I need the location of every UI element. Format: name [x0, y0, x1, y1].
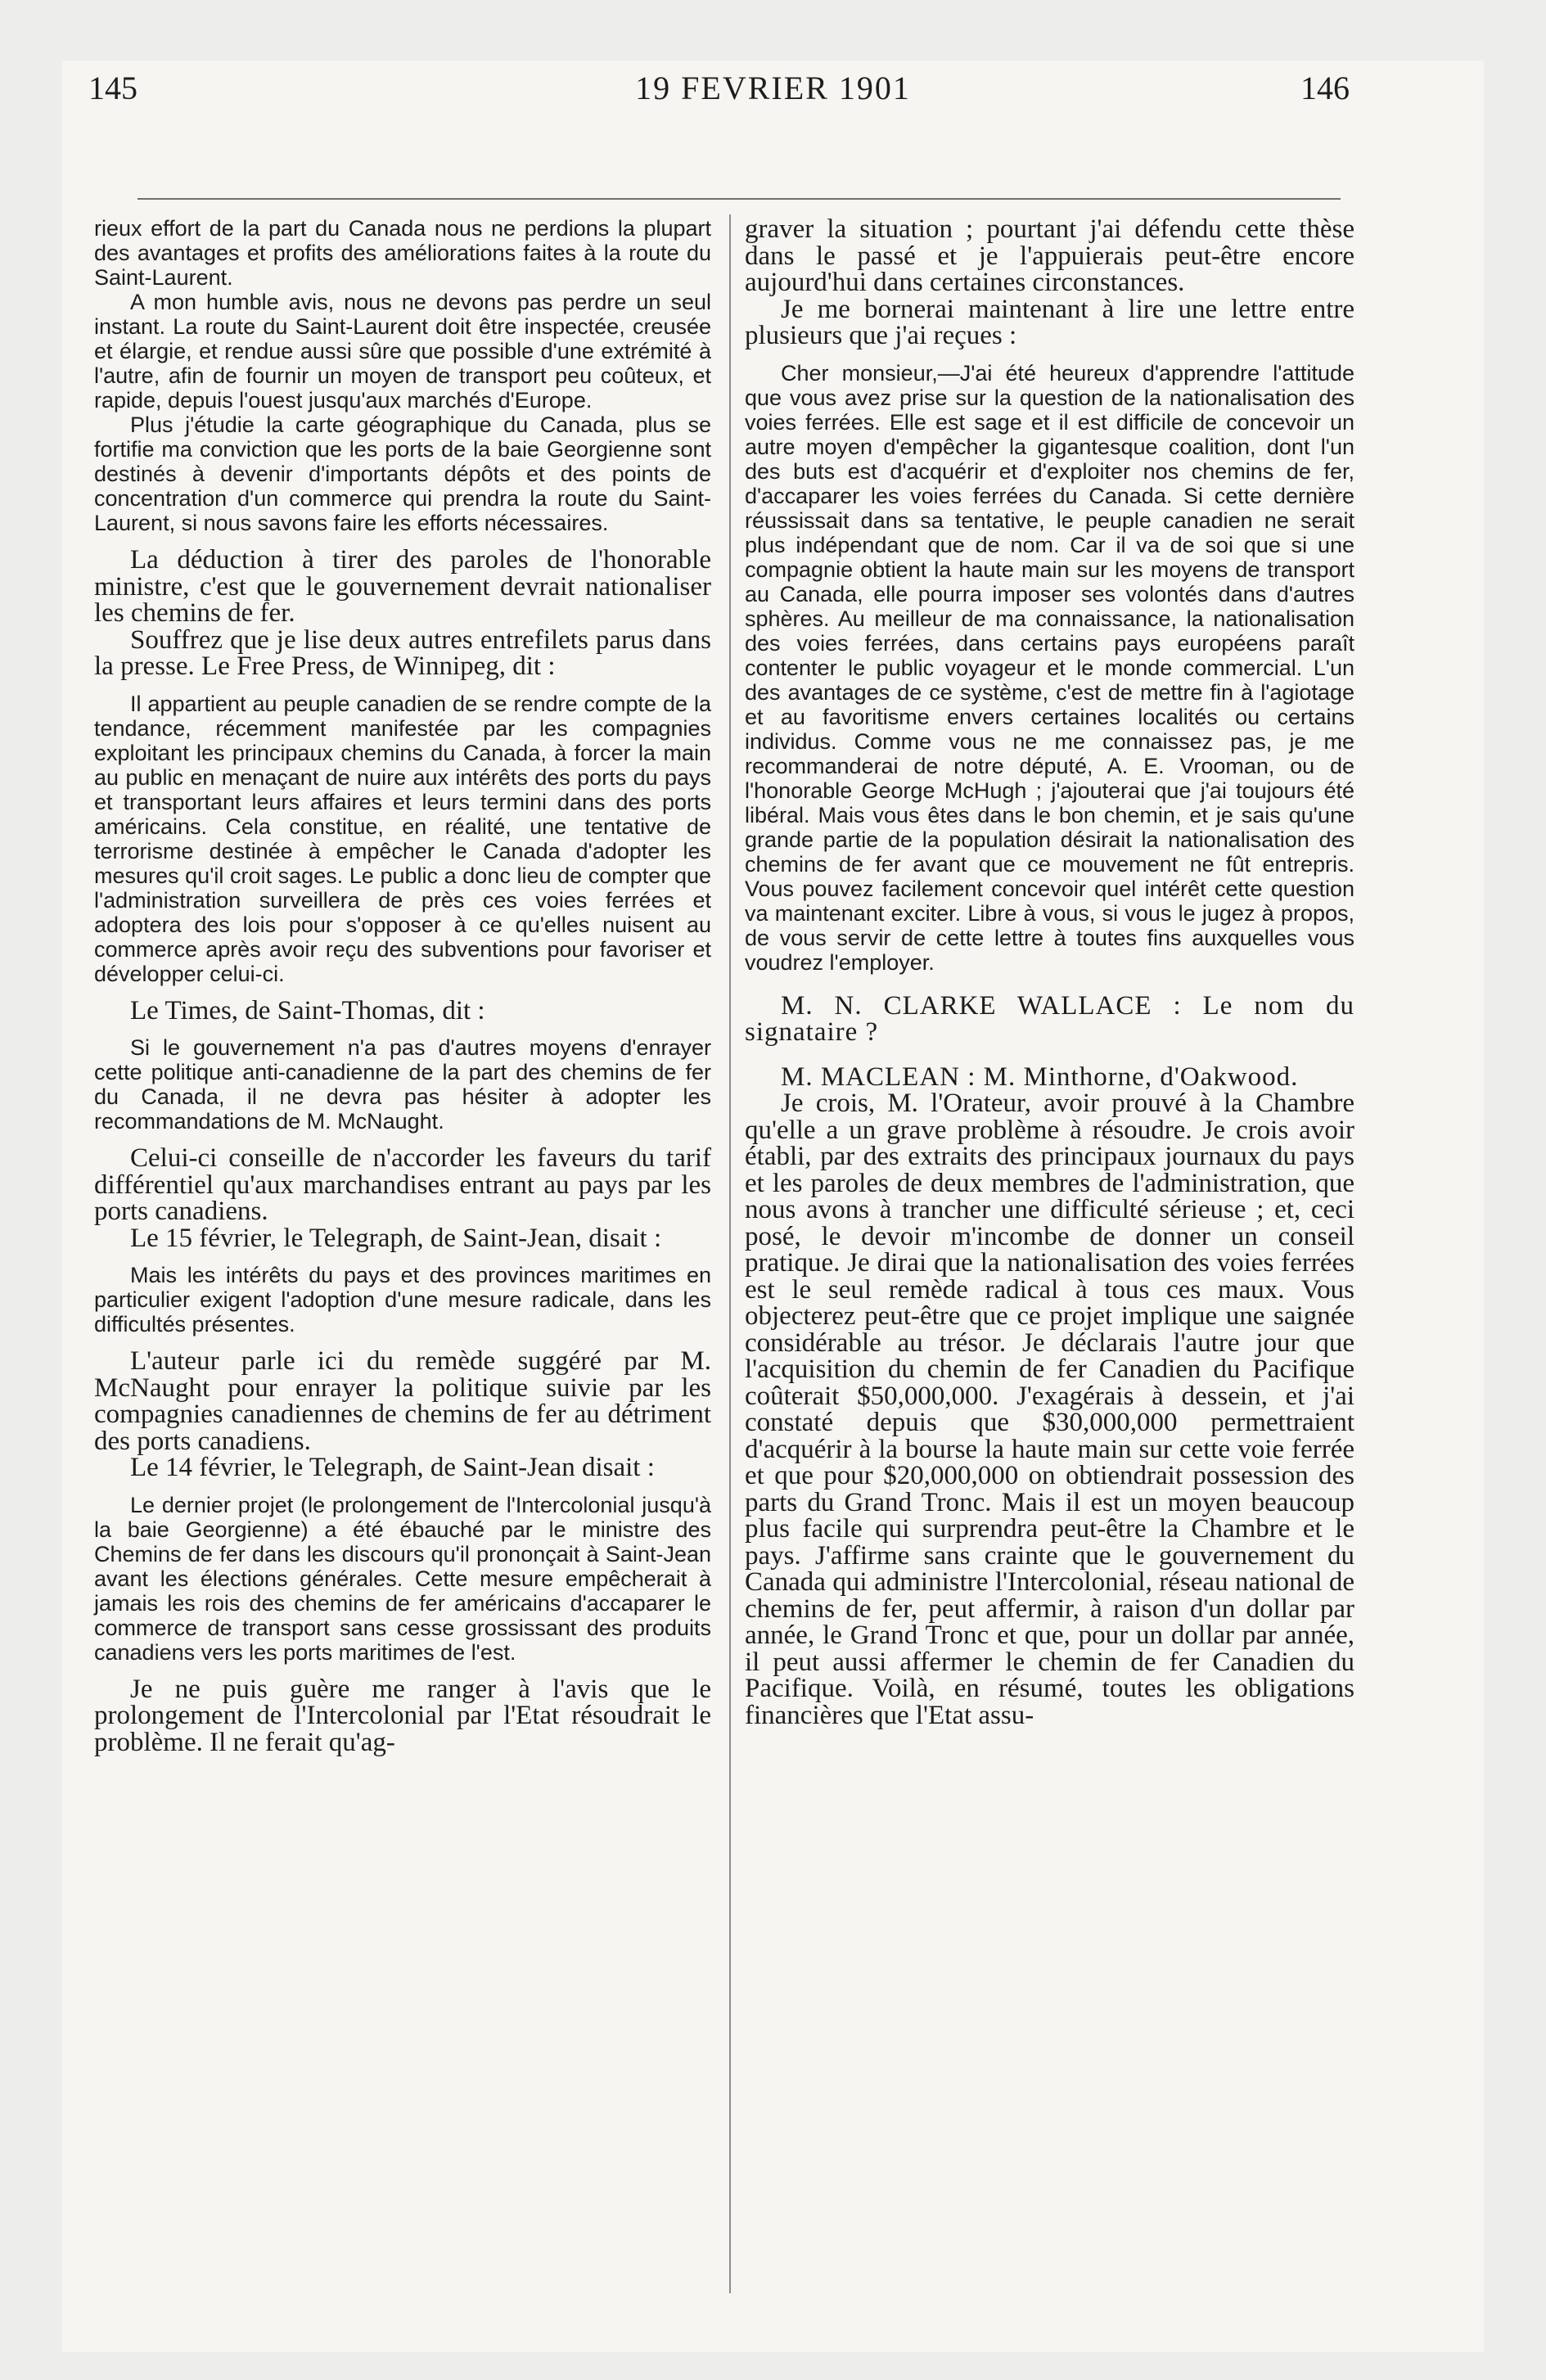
right-column	[745, 216, 1354, 1729]
paragraph: rieux effort de la part du Canada nous ne perdions la plupart des avantages et profits des améliorations faites à la route du Saint-Laurent.	[94, 216, 711, 290]
paragraph: Le 15 février, le Telegraph, de Saint-Jean, disait :	[130, 1223, 662, 1253]
page-number-right: 146	[1300, 70, 1350, 106]
paragraph: La déduction à tirer des paroles de l'honorable ministre, c'est que le gouvernement devrait nationaliser les chemins de fer.	[94, 545, 711, 628]
quoted-letter: Cher monsieur,—J'ai été heureux d'apprendre l'attitude que vous avez prise sur la question de la nationalisation des voies ferrées. Elle est sage et il est difficile de concevoir un autre moyen d'empêcher la gigantesque coalition, dont l'un des buts est d'acquérir et d'exploiter nos chemins de fer, d'accaparer les voies ferrées du Canada. Si cette dernière réussissait dans sa tentative, le peuple canadien ne serait plus indépendant que de nom. Car il va de soi que si une compagnie obtient la haute main sur les moyens de transport au Canada, elle pourra imposer ses volontés dans d'autres sphères. Au meilleur de ma connaissance, la nationalisation des voies ferrées, dans certains pays européens paraît contenter le public voyageur et le monde commercial. L'un des avantages de ce système, c'est de mettre fin à l'agiotage et au favoritisme envers certaines localités ou certains individus. Comme vous ne me connaissez pas, je me recommanderai de notre député, A. E. Vrooman, ou de l'honorable George McHugh ; j'ajouterai que j'ai toujours été libéral. Mais vous êtes dans le bon chemin, et je sais qu'une grande partie de la population désirait la nationalisation des chemins de fer avant que ce mouvement ne fût entrepris. Vous pouvez facilement concevoir quel intérêt cette question va maintenant exciter. Libre à vous, si vous le jugez à propos, de vous servir de cette lettre à toutes fins auxquelles vous voudrez l'employer.	[745, 360, 1354, 975]
paragraph: Je me bornerai maintenant à lire une lettre entre plusieurs que j'ai reçues :	[745, 294, 1354, 350]
speaker-paragraph: M. N. CLARKE WALLACE : Le nom du signataire ?	[745, 990, 1354, 1047]
paragraph: A mon humble avis, nous ne devons pas perdre un seul instant. La route du Saint-Laurent doit être inspectée, creusée et élargie, et rendue aussi sûre que possible d'une extrémité à l'autre, afin de fournir un moyen de transport peu coûteux, et rapide, depuis l'ouest jusqu'aux marchés d'Europe.	[94, 290, 711, 412]
paragraph: L'auteur parle ici du remède suggéré par M. McNaught pour enrayer la politique suivie par les compagnies canadiennes de chemins de fer au détriment des ports canadiens.	[94, 1346, 711, 1456]
quoted-paragraph: Mais les intérêts du pays et des provinces maritimes en particulier exigent l'adoption d'une mesure radicale, dans les difficultés présentes.	[94, 1263, 711, 1336]
header-rule	[137, 198, 1341, 200]
quoted-paragraph: Si le gouvernement n'a pas d'autres moyens d'enrayer cette politique anti-canadienne de la part des chemins de fer du Canada, il ne devra pas hésiter à adopter les recommandations de M. McNaught.	[94, 1035, 711, 1134]
paragraph: Souffrez que je lise deux autres entrefilets parus dans la presse. Le Free Press, de Winnipeg, dit :	[94, 624, 711, 681]
page-date: 19 FEVRIER 1901	[635, 70, 911, 106]
paragraph: Plus j'étudie la carte géographique du Canada, plus se fortifie ma conviction que les ports de la baie Georgienne sont destinés à devenir d'importants dépôts et des points de concentration d'un commerce qui prendra la route du Saint-Laurent, si nous savons faire les efforts nécessaires.	[94, 412, 711, 535]
paragraph: Celui-ci conseille de n'accorder les faveurs du tarif différentiel qu'aux marchandises entrant au pays par les ports canadiens.	[94, 1143, 711, 1226]
left-column	[94, 216, 711, 1756]
page-number-left: 145	[88, 70, 137, 106]
paragraph: Je ne puis guère me ranger à l'avis que le prolongement de l'Intercolonial par l'Etat résoudrait le problème. Il ne ferait qu'ag-	[94, 1674, 711, 1757]
quoted-paragraph: Il appartient au peuple canadien de se rendre compte de la tendance, récemment manifestée par les compagnies exploitant les principaux chemins du Canada, à forcer la main au public en menaçant de nuire aux intérêts des ports du pays et transportant leurs affaires et leurs termini dans des ports américains. Cela constitue, en réalité, une tentative de terrorisme destinée à empêcher le Canada d'adopter les mesures qu'il croit sages. Le public a donc lieu de compter que l'administration surveillera de près ces voies ferrées et adoptera des lois pour s'opposer à ce qu'elles nuisent au commerce après avoir reçu des subventions pour favoriser et développer celui-ci.	[94, 691, 711, 986]
speaker-paragraph: M. MACLEAN : M. Minthorne, d'Oakwood.	[781, 1062, 1299, 1092]
paragraph: Le Times, de Saint-Thomas, dit :	[130, 995, 485, 1025]
column-divider	[729, 214, 731, 2293]
quoted-paragraph: Le dernier projet (le prolongement de l'Intercolonial jusqu'à la baie Georgienne) a été ébauché par le ministre des Chemins de fer dans les discours qu'il prononçait à Saint-Jean avant les élections générales. Cette mesure empêcherait à jamais les rois des chemins de fer américains d'accaparer le commerce de transport sans cesse grossissant des produits canadiens vers les ports maritimes de l'est.	[94, 1492, 711, 1665]
paragraph: graver la situation ; pourtant j'ai défendu cette thèse dans le passé et je l'appuierais peut-être encore aujourd'hui dans certaines circonstances.	[745, 214, 1354, 297]
paragraph: Je crois, M. l'Orateur, avoir prouvé à la Chambre qu'elle a un grave problème à résoudre. Je crois avoir établi, par des extraits des principaux journaux du pays et les paroles de deux membres de l'administration, que nous avons à trancher une difficulté sérieuse ; et, ceci posé, le devoir m'incombe de donner un conseil pratique. Je dirai que la nationalisation des voies ferrées est le seul remède radical à tous ces maux. Vous objecterez peut-être que ce projet implique une saignée considérable au trésor. Je déclarais l'autre jour que l'acquisition du chemin de fer Canadien du Pacifique coûterait $50,000,000. J'exagérais à dessein, et j'ai constaté depuis que $30,000,000 permettraient d'acquérir à la bourse la haute main sur cette voie ferrée et que pour $20,000,000 on obtiendrait possession des parts du Grand Tronc. Mais il est un moyen beaucoup plus facile qui surprendra peut-être la Chambre et le pays. J'affirme sans crainte que le gouvernement du Canada qui administre l'Intercolonial, réseau national de chemins de fer, peut affermir, à raison d'un dollar par année, le Grand Tronc et que, pour un dollar par année, il peut aussi affermer le chemin de fer Canadien du Pacifique. Voilà, en résumé, toutes les obligations financières que l'Etat assu-	[745, 1089, 1354, 1730]
paragraph: Le 14 février, le Telegraph, de Saint-Jean disait :	[130, 1453, 655, 1482]
